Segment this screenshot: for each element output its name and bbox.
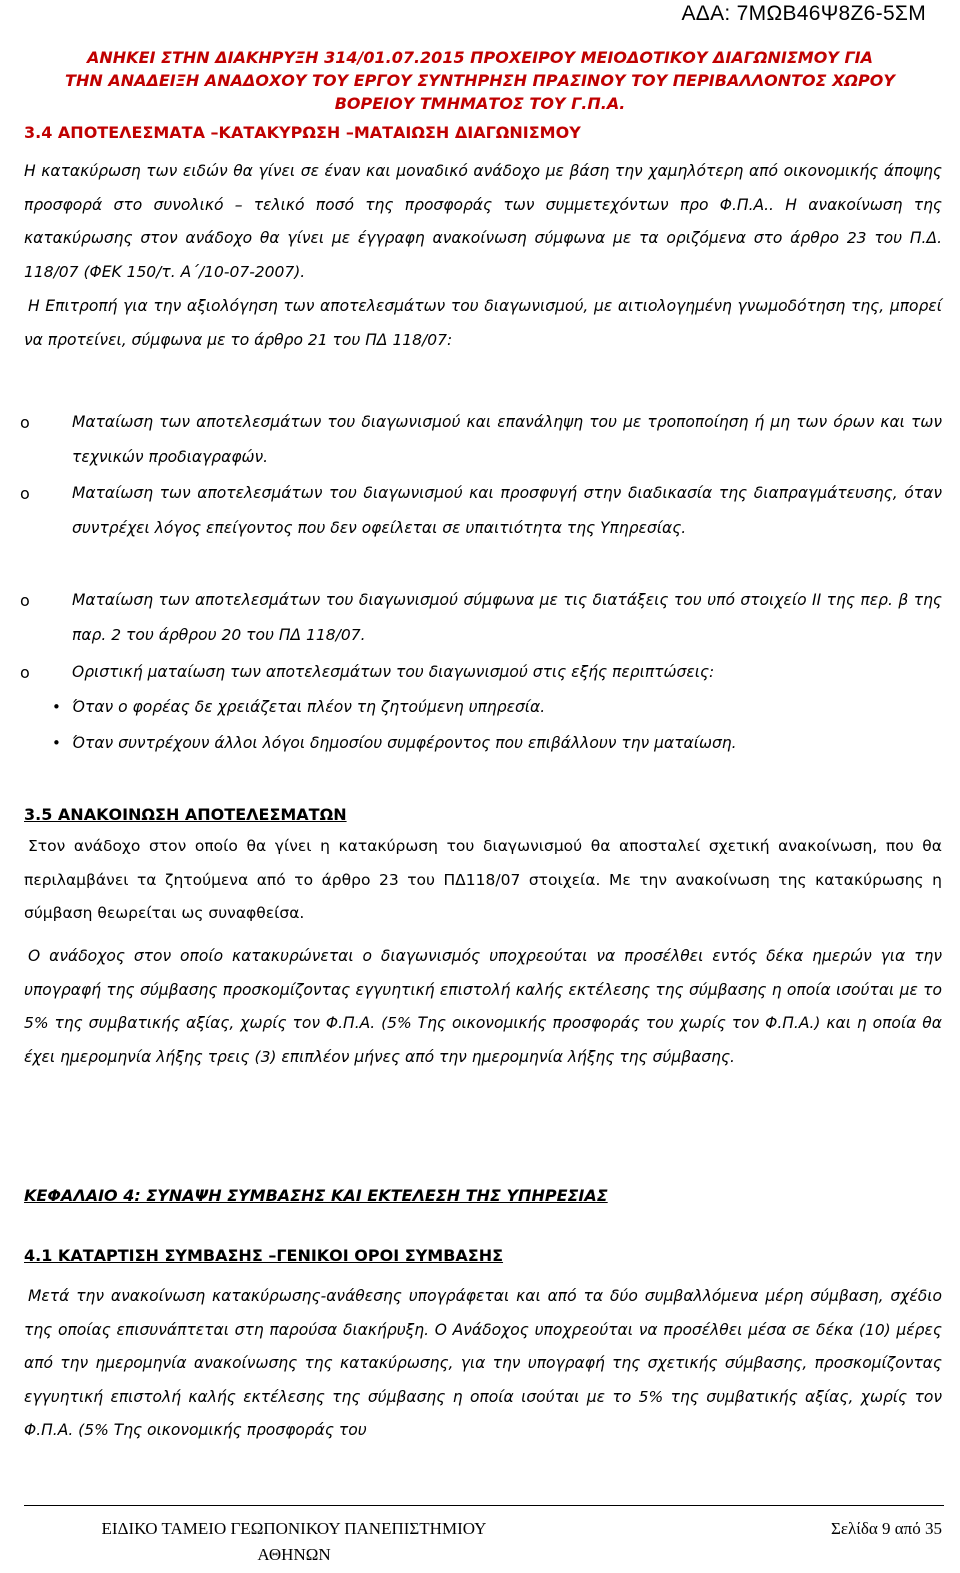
section-3-4-heading: 3.4 ΑΠΟΤΕΛΕΣΜΑΤΑ –ΚΑΤΑΚΥΡΩΣΗ –ΜΑΤΑΙΩΣΗ ΔΙΑΓΩΝΙΣΜΟΥ: [24, 123, 581, 142]
list-marker-4: o: [20, 663, 30, 682]
section-3-4-paragraph-2: Η Επιτροπή για την αξιολόγηση των αποτελεσμάτων του διαγωνισμού, με αιτιολογημένη γνωμοδότηση της, μπορεί να προτείνει, σύμφωνα με το άρθρο 21 του ΠΔ 118/07:: [24, 297, 942, 349]
section-3-5-paragraph-1: Στον ανάδοχο στον οποίο θα γίνει η κατακύρωση του διαγωνισμού θα αποσταλεί σχετική ανακοίνωση, που θα περιλαμβάνει τα ζητούμενα από το άρθρο 23 του ΠΔ118/07 στοιχεία. Με την ανακοίνωση της κατακύρωσης η σύμβαση θεωρείται ως συναφθείσα.: [24, 837, 942, 922]
footer-org-line-1: ΕΙΔΙΚΟ ΤΑΜΕΙΟ ΓΕΩΠΟΝΙΚΟΥ ΠΑΝΕΠΙΣΤΗΜΙΟΥ: [101, 1519, 487, 1538]
list-item-3: Ματαίωση των αποτελεσμάτων του διαγωνισμού σύμφωνα με τις διατάξεις του υπό στοιχείο ΙΙ της περ. β της παρ. 2 του άρθρου 20 του ΠΔ 118/07.: [72, 591, 942, 644]
bullet-item-2: Όταν συντρέχουν άλλοι λόγοι δημοσίου συμφέροντος που επιβάλλουν την ματαίωση.: [72, 734, 737, 752]
list-marker-2: o: [20, 484, 30, 503]
header-line-1: ΑΝΗΚΕΙ ΣΤΗΝ ΔΙΑΚΗΡΥΞΗ 314/01.07.2015 ΠΡΟΧΕΙΡΟΥ ΜΕΙΟΔΟΤΙΚΟΥ ΔΙΑΓΩΝΙΣΜΟΥ ΓΙΑ: [87, 48, 873, 67]
bullet-marker-1: •: [52, 698, 61, 716]
page-number: Σελίδα 9 από 35: [830, 1519, 942, 1538]
list-marker-3: o: [20, 591, 30, 610]
section-3-5-heading: 3.5 ΑΝΑΚΟΙΝΩΣΗ ΑΠΟΤΕΛΕΣΜΑΤΩΝ: [24, 805, 347, 824]
footer-divider: [24, 1505, 944, 1506]
footer-organization: [24, 1516, 564, 1568]
list-item-2: Ματαίωση των αποτελεσμάτων του διαγωνισμού και προσφυγή στην διαδικασία της διαπραγμάτευσης, όταν συντρέχει λόγος επείγοντος που δεν οφείλεται σε υπαιτιότητα της Υπηρεσίας.: [72, 484, 942, 537]
list-marker-1: o: [20, 413, 30, 432]
section-4-1-heading: 4.1 ΚΑΤΑΡΤΙΣΗ ΣΥΜΒΑΣΗΣ –ΓΕΝΙΚΟΙ ΟΡΟΙ ΣΥΜΒΑΣΗΣ: [24, 1246, 504, 1265]
header-line-3: ΒΟΡΕΙΟΥ ΤΜΗΜΑΤΟΣ ΤΟΥ Γ.Π.Α.: [334, 94, 626, 113]
chapter-4-heading: ΚΕΦΑΛΑΙΟ 4: ΣΥΝΑΨΗ ΣΥΜΒΑΣΗΣ ΚΑΙ ΕΚΤΕΛΕΣΗ ΤΗΣ ΥΠΗΡΕΣΙΑΣ: [24, 1186, 608, 1205]
section-3-5-paragraph-2: Ο ανάδοχος στον οποίο κατακυρώνεται ο διαγωνισμός υποχρεούται να προσέλθει εντός δέκα ημερών για την υπογραφή της σύμβασης προσκομίζοντας εγγυητική επιστολή καλής εκτέλεσης της σύμβασης η οποία ισούται με το 5% της συμβατικής αξίας, χωρίς τον Φ.Π.Α. (5% Της οικονομικής προσφοράς του χωρίς τον Φ.Π.Α.) και η οποία θα έχει ημερομηνία λήξης τρεις (3) επιπλέον μήνες από την ημερομηνία λήξης της σύμβασης.: [24, 947, 942, 1066]
document-header: [18, 46, 942, 115]
bullet-item-1: Όταν ο φορέας δε χρειάζεται πλέον τη ζητούμενη υπηρεσία.: [72, 698, 546, 716]
list-item-4: Οριστική ματαίωση των αποτελεσμάτων του διαγωνισμού στις εξής περιπτώσεις:: [72, 663, 715, 681]
footer-org-line-2: ΑΘΗΝΩΝ: [257, 1545, 331, 1564]
section-3-4-paragraph-1: Η κατακύρωση των ειδών θα γίνει σε έναν και μοναδικό ανάδοχο με βάση την χαμηλότερη από οικονομικής άποψης προσφορά στο συνολικό – τελικό ποσό της προσφοράς των συμμετεχόντων προ Φ.Π.Α.. Η ανακοίνωση της κατακύρωσης στον ανάδοχο θα γίνει με έγγραφη ανακοίνωση σύμφωνα με τα οριζόμενα στο άρθρο 23 του Π.Δ. 118/07 (ΦΕΚ 150/τ. Α΄/10-07-2007).: [24, 162, 942, 281]
list-item-1: Ματαίωση των αποτελεσμάτων του διαγωνισμού και επανάληψη του με τροποποίηση ή μη των όρων και των τεχνικών προδιαγραφών.: [72, 413, 942, 466]
section-4-1-paragraph-1: Μετά την ανακοίνωση κατακύρωσης-ανάθεσης υπογράφεται και από τα δύο συμβαλλόμενα μέρη σύμβαση, σχέδιο της οποίας επισυνάπτεται στη παρούσα διακήρυξη. Ο Ανάδοχος υποχρεούται να προσέλθει μέσα σε δέκα (10) μέρες από την ημερομηνία ανακοίνωσης της κατακύρωσης, για την υπογραφή της σχετικής σύμβασης, προσκομίζοντας εγγυητική επιστολή καλής εκτέλεσης της σύμβασης η οποία ισούται με το 5% της συμβατικής αξίας, χωρίς τον Φ.Π.Α. (5% Της οικονομικής προσφοράς του: [24, 1287, 942, 1439]
header-line-2: ΤΗΝ ΑΝΑΔΕΙΞΗ ΑΝΑΔΟΧΟΥ ΤΟΥ ΕΡΓΟΥ ΣΥΝΤΗΡΗΣΗ ΠΡΑΣΙΝΟΥ ΤΟΥ ΠΕΡΙΒΑΛΛΟΝΤΟΣ ΧΩΡΟΥ: [65, 71, 895, 90]
ada-code: ΑΔΑ: 7ΜΩΒ46Ψ8Ζ6-5ΣΜ: [681, 2, 926, 25]
bullet-marker-2: •: [52, 734, 61, 752]
